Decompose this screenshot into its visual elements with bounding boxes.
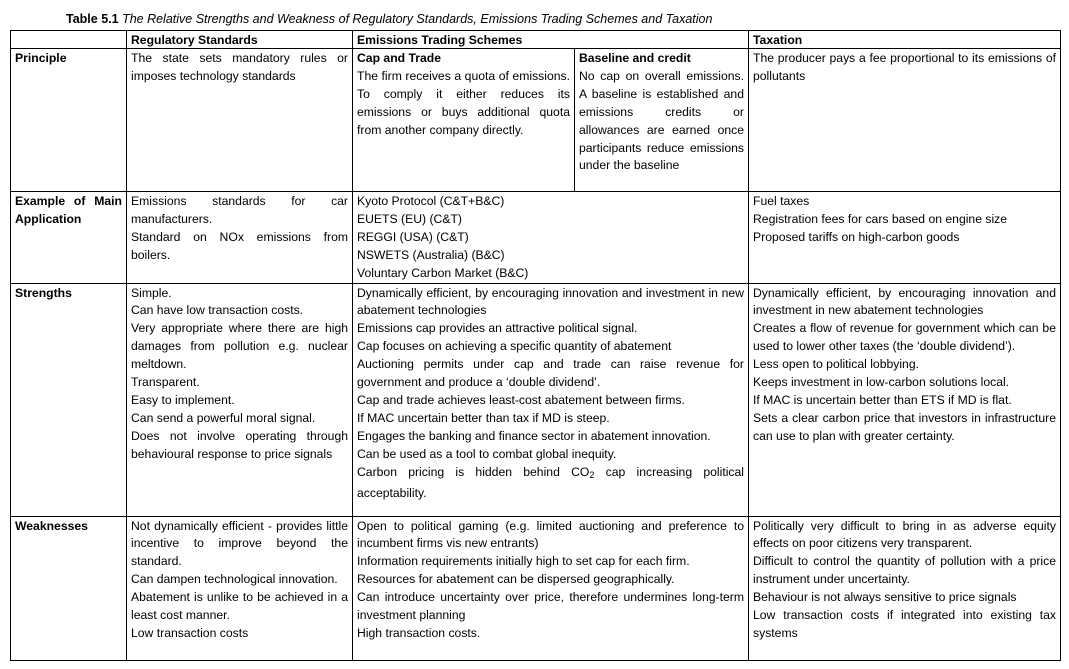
list-item: Not dynamically efficient - provides little incentive to improve beyond the standard. (131, 518, 348, 569)
co2-subscript: 2 (589, 469, 595, 480)
table-row-strengths (11, 283, 1061, 516)
strengths-regulatory (127, 283, 353, 516)
list-item: Low transaction costs if integrated into existing tax systems (753, 608, 1056, 640)
example-ets (353, 192, 749, 284)
list-item: Behaviour is not always sensitive to price signals (753, 590, 1017, 605)
list-item: Can have low transaction costs. (131, 303, 304, 318)
list-item: Proposed tariffs on high-carbon goods (753, 229, 960, 244)
strengths-ets (353, 283, 749, 516)
list-item: Creates a flow of revenue for government which can be used to lower other taxes (the ‘double dividend’). (753, 321, 1056, 354)
list-item: Less open to political lobbying. (753, 357, 919, 372)
list-item: Does not involve operating through behavioural response to price signals (131, 428, 348, 461)
list-item: High transaction costs. (357, 625, 481, 640)
list-item: EUETS (EU) (C&T) (357, 211, 462, 226)
list-item: Simple. (131, 285, 172, 300)
caption-text: The Relative Strengths and Weakness of Regulatory Standards, Emissions Trading Schemes and Taxation (122, 12, 713, 26)
list-item: Sets a clear carbon price that investors in infrastructure can use to plan with greater certainty. (753, 410, 1056, 443)
table-row-weaknesses (11, 516, 1061, 660)
list-item: Cap focuses on achieving a specific quantity of abatement (357, 339, 672, 354)
list-item: Fuel taxes (753, 194, 810, 208)
principle-taxation: The producer pays a fee proportional to its emissions of pollutants (749, 49, 1061, 192)
co2-text-before: Carbon pricing is hidden behind CO (357, 464, 590, 479)
baseline-text: No cap on overall emissions. A baseline is established and emissions credits or allowances are earned once participants reduce emissions under the baseline (579, 68, 744, 173)
example-taxation (749, 192, 1061, 284)
list-item: Emissions standards for car manufacturers. (131, 194, 348, 226)
list-item: Abatement is unlike to be achieved in a least cost manner. (131, 590, 348, 623)
list-item: Engages the banking and finance sector in abatement innovation. (357, 428, 711, 443)
list-item: Resources for abatement can be dispersed geographically. (357, 572, 675, 587)
list-item: Standard on NOx emissions from boilers. (131, 229, 348, 262)
weaknesses-regulatory (127, 516, 353, 660)
list-item: Can send a powerful moral signal. (131, 410, 316, 425)
list-item: Politically very difficult to bring in as adverse equity effects on poor citizens very transparent. (753, 518, 1056, 551)
list-item: Auctioning permits under cap and trade can raise revenue for government and produce a ‘double dividend’. (357, 357, 744, 390)
list-item: Open to political gaming (e.g. limited auctioning and preference to incumbent firms vis new entrants) (357, 518, 744, 551)
row-label-example: Example of Main Application (11, 192, 127, 284)
header-blank (11, 31, 127, 49)
list-item: NSWETS (Australia) (B&C) (357, 247, 505, 262)
cap-trade-text: The firm receives a quota of emissions. To comply it either reduces its emissions or buys additional quota from another company directly. (357, 68, 570, 137)
weaknesses-ets (353, 516, 749, 660)
principle-baseline (575, 49, 749, 192)
list-item: If MAC uncertain better than tax if MD is steep. (357, 410, 610, 425)
list-item: Can introduce uncertainty over price, therefore undermines long-term investment planning (357, 590, 744, 623)
list-item: Transparent. (131, 375, 200, 390)
list-item: Can dampen technological innovation. (131, 572, 338, 587)
list-item: Voluntary Carbon Market (B&C) (357, 265, 529, 280)
header-regulatory: Regulatory Standards (127, 31, 353, 49)
list-item: Can be used as a tool to combat global inequity. (357, 446, 617, 461)
example-regulatory (127, 192, 353, 284)
weaknesses-taxation (749, 516, 1061, 660)
list-item: Keeps investment in low-carbon solutions local. (753, 375, 1010, 390)
list-item: Cap and trade achieves least-cost abatement between firms. (357, 392, 685, 407)
header-ets: Emissions Trading Schemes (353, 31, 749, 49)
table-header-row (11, 31, 1061, 49)
row-label-weaknesses: Weaknesses (11, 516, 127, 660)
row-label-strengths: Strengths (11, 283, 127, 516)
list-item: Dynamically efficient, by encouraging innovation and investment in new abatement technologies (753, 285, 1056, 318)
list-item: Emissions cap provides an attractive political signal. (357, 321, 638, 336)
caption-label: Table 5.1 (66, 12, 119, 26)
principle-cap-trade (353, 49, 575, 192)
list-item (357, 464, 744, 503)
table-caption (66, 12, 712, 26)
strengths-taxation (749, 283, 1061, 516)
principle-regulatory: The state sets mandatory rules or imposes technology standards (127, 49, 353, 192)
baseline-title: Baseline and credit (579, 51, 691, 65)
table-row-principle (11, 49, 1061, 192)
list-item: Very appropriate where there are high damages from pollution e.g. nuclear meltdown. (131, 321, 348, 372)
list-item: Information requirements initially high to set cap for each firm. (357, 554, 690, 569)
header-taxation: Taxation (749, 31, 1061, 49)
comparison-table (10, 30, 1061, 661)
table-row-example (11, 192, 1061, 284)
list-item: Low transaction costs (131, 625, 249, 640)
co2-text-after: cap increasing political acceptability. (357, 464, 744, 500)
list-item: Kyoto Protocol (C&T+B&C) (357, 194, 505, 208)
list-item: Registration fees for cars based on engine size (753, 211, 1008, 226)
list-item: Dynamically efficient, by encouraging innovation and investment in new abatement technologies (357, 285, 744, 318)
row-label-principle: Principle (11, 49, 127, 192)
list-item: REGGI (USA) (C&T) (357, 229, 469, 244)
list-item: If MAC is uncertain better than ETS if MD is flat. (753, 392, 1012, 407)
list-item: Easy to implement. (131, 392, 235, 407)
list-item: Difficult to control the quantity of pollution with a price instrument under uncertainty. (753, 554, 1056, 587)
cap-trade-title: Cap and Trade (357, 51, 441, 65)
